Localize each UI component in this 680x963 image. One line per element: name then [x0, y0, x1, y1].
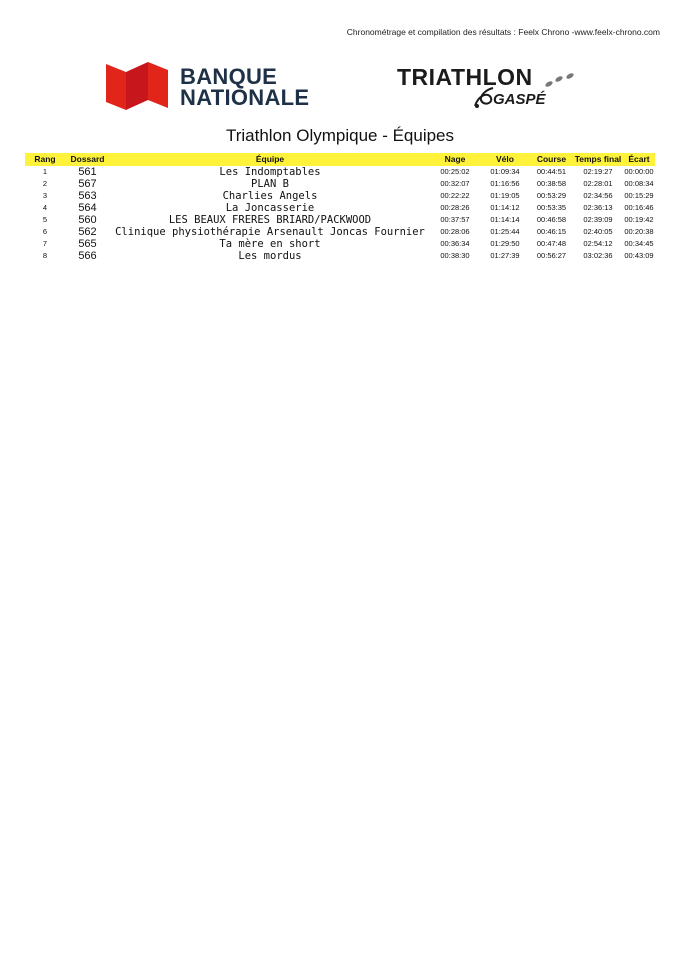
table-row	[25, 166, 655, 178]
cell-equipe: Clinique physiothérapie Arsenault Joncas Fournier	[115, 226, 425, 238]
cell-dossard: 565	[78, 238, 97, 250]
cell-equipe: PLAN B	[251, 178, 289, 190]
col-header-equipe: Équipe	[255, 154, 285, 164]
cell-rang: 6	[42, 227, 48, 236]
cell-nage: 00:22:22	[440, 191, 470, 200]
table-row	[25, 226, 655, 238]
footprints-icon	[543, 70, 577, 90]
cell-nage: 00:32:07	[440, 179, 470, 188]
cell-ecart: 00:00:00	[624, 167, 654, 176]
cell-velo: 01:16:56	[490, 179, 520, 188]
cell-equipe: Les Indomptables	[219, 166, 321, 178]
cell-temps-final: 02:40:05	[583, 227, 613, 236]
cell-dossard: 564	[78, 202, 97, 214]
cell-temps-final: 02:19:27	[583, 167, 613, 176]
cell-nage: 00:28:06	[440, 227, 470, 236]
banque-nationale-wordmark	[180, 66, 309, 108]
cell-velo: 01:19:05	[490, 191, 520, 200]
cell-dossard: 567	[78, 178, 97, 190]
cell-course: 00:38:58	[536, 179, 567, 188]
cell-dossard: 563	[78, 190, 97, 202]
cell-rang: 7	[42, 239, 48, 248]
cell-dossard: 561	[78, 166, 97, 178]
col-header-ecart: Écart	[628, 154, 650, 164]
cell-rang: 2	[42, 179, 48, 188]
table-row	[25, 178, 655, 190]
cell-nage: 00:25:02	[440, 167, 470, 176]
cell-nage: 00:28:26	[440, 203, 470, 212]
cell-ecart: 00:34:45	[624, 239, 654, 248]
cell-temps-final: 02:34:56	[583, 191, 613, 200]
cell-temps-final: 02:54:12	[583, 239, 613, 248]
cell-rang: 4	[42, 203, 48, 212]
cell-dossard: 560	[78, 214, 97, 226]
table-header-row	[25, 153, 655, 166]
cell-course: 00:53:29	[536, 191, 567, 200]
col-header-nage: Nage	[444, 154, 466, 164]
table-row	[25, 202, 655, 214]
cell-dossard: 562	[78, 226, 97, 238]
cell-equipe: Les mordus	[238, 250, 302, 262]
cell-course: 00:44:51	[536, 167, 567, 176]
timing-credit: Chronométrage et compilation des résultats : Feelx Chrono -www.feelx-chrono.com	[346, 27, 660, 37]
cell-course: 00:46:15	[536, 227, 567, 236]
col-header-velo: Vélo	[496, 154, 514, 164]
banque-nationale-logo	[106, 62, 309, 112]
cell-nage: 00:36:34	[440, 239, 470, 248]
triathlon-gaspe-logo	[397, 64, 587, 114]
cell-temps-final: 02:36:13	[583, 203, 613, 212]
cell-velo: 01:14:12	[490, 203, 520, 212]
table-row	[25, 214, 655, 226]
cell-equipe: Charlies Angels	[222, 190, 318, 202]
cell-course: 00:53:35	[536, 203, 567, 212]
cell-rang: 8	[42, 251, 48, 260]
cell-ecart: 00:16:46	[624, 203, 654, 212]
cell-dossard: 566	[78, 250, 97, 262]
table-row	[25, 238, 655, 250]
col-header-rang: Rang	[34, 154, 56, 164]
cell-velo: 01:09:34	[490, 167, 520, 176]
cell-course: 00:47:48	[536, 239, 567, 248]
cell-course: 00:56:27	[536, 251, 567, 260]
cell-rang: 5	[42, 215, 48, 224]
cell-velo: 01:14:14	[490, 215, 520, 224]
event-sub-wordmark: GASPÉ	[493, 91, 546, 108]
cell-nage: 00:38:30	[440, 251, 470, 260]
banque-nationale-flag-icon	[106, 62, 168, 112]
cell-ecart: 00:20:38	[624, 227, 654, 236]
event-wordmark: TRIATHLON	[397, 64, 533, 90]
cell-ecart: 00:19:42	[624, 215, 654, 224]
cell-equipe: Ta mère en short	[219, 238, 321, 250]
col-header-dossard: Dossard	[70, 154, 105, 164]
results-table	[25, 153, 655, 262]
table-row	[25, 190, 655, 202]
cell-course: 00:46:58	[536, 215, 567, 224]
cell-ecart: 00:15:29	[624, 191, 654, 200]
cell-rang: 1	[42, 167, 48, 176]
cell-temps-final: 02:39:09	[583, 215, 613, 224]
cell-nage: 00:37:57	[440, 215, 470, 224]
cell-velo: 01:27:39	[490, 251, 520, 260]
cell-ecart: 00:08:34	[624, 179, 654, 188]
page-title: Triathlon Olympique - Équipes	[225, 126, 455, 145]
table-row	[25, 250, 655, 262]
cell-temps-final: 02:28:01	[583, 179, 613, 188]
cell-velo: 01:25:44	[490, 227, 520, 236]
cell-equipe: LES BEAUX FRERES BRIARD/PACKWOOD	[168, 214, 372, 226]
col-header-temps-final: Temps final	[574, 154, 622, 164]
sponsor-line-1: BANQUE	[180, 64, 278, 89]
sponsor-line-2: NATIONALE	[180, 85, 310, 110]
cell-rang: 3	[42, 191, 48, 200]
cell-ecart: 00:43:09	[624, 251, 654, 260]
col-header-course: Course	[536, 154, 567, 164]
cell-temps-final: 03:02:36	[583, 251, 613, 260]
cell-velo: 01:29:50	[490, 239, 520, 248]
cell-equipe: La Joncasserie	[225, 202, 315, 214]
